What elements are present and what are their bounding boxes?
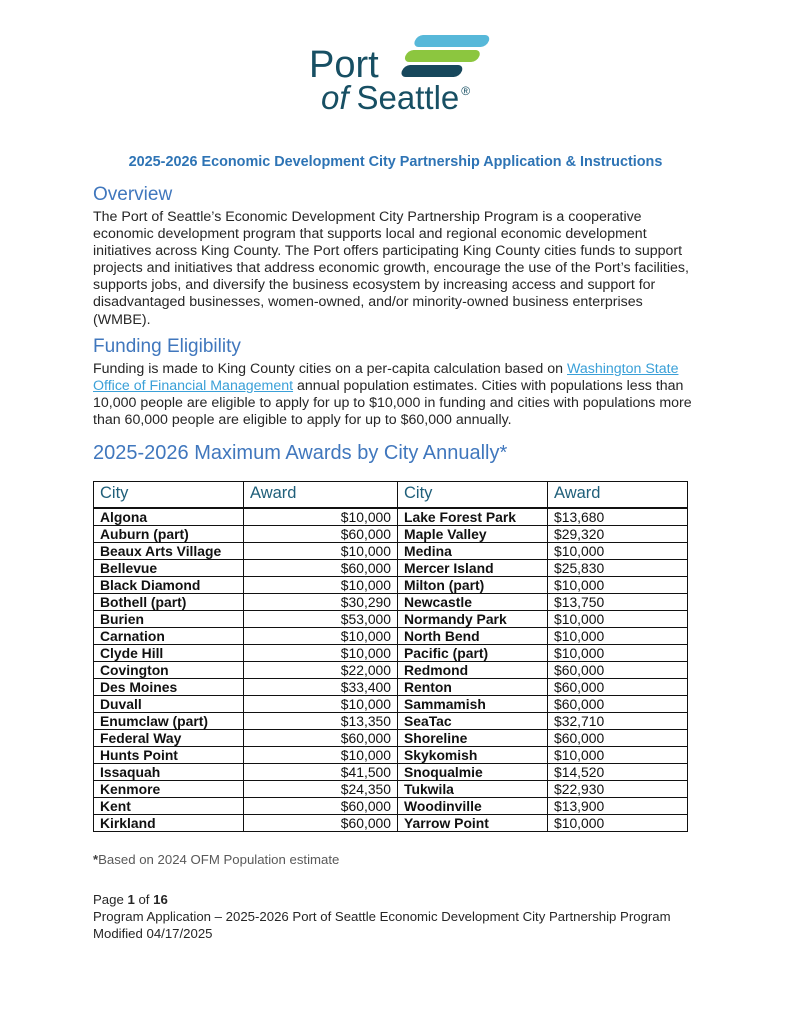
award-cell: $60,000 — [244, 559, 398, 576]
city-cell: Newcastle — [398, 593, 548, 610]
logo-word-of: of — [320, 79, 349, 113]
table-row — [94, 508, 688, 526]
footer-page-label: Page — [93, 891, 128, 907]
city-cell: Enumclaw (part) — [94, 712, 244, 729]
table-footnote — [93, 851, 698, 868]
swoosh-stripe-bottom — [399, 65, 463, 77]
award-cell: $24,350 — [244, 780, 398, 797]
table-row — [94, 712, 688, 729]
city-cell: Bellevue — [94, 559, 244, 576]
table-row — [94, 763, 688, 780]
table-row — [94, 661, 688, 678]
awards-table-body — [94, 508, 688, 832]
city-cell: Lake Forest Park — [398, 508, 548, 526]
table-row — [94, 610, 688, 627]
award-cell: $32,710 — [548, 712, 688, 729]
footer-page-number: 1 — [127, 891, 135, 907]
funding-text-before-link: Funding is made to King County cities on a per-capita calculation based on — [93, 360, 567, 377]
award-cell: $60,000 — [244, 797, 398, 814]
city-cell: Covington — [94, 661, 244, 678]
footer-page-count — [93, 891, 698, 908]
table-row — [94, 678, 688, 695]
city-cell: SeaTac — [398, 712, 548, 729]
table-row — [94, 729, 688, 746]
city-cell: Kirkland — [94, 814, 244, 831]
award-cell: $60,000 — [244, 525, 398, 542]
award-cell: $22,000 — [244, 661, 398, 678]
awards-heading: 2025-2026 Maximum Awards by City Annually* — [93, 442, 508, 465]
ofm-link[interactable]: Washington State Office of Financial Management — [93, 360, 679, 394]
footnote-asterisk: * — [93, 851, 99, 867]
table-row — [94, 627, 688, 644]
city-cell: Mercer Island — [398, 559, 548, 576]
city-cell: Medina — [398, 542, 548, 559]
footer-page-total: 16 — [153, 891, 168, 907]
award-cell: $25,830 — [548, 559, 688, 576]
award-cell: $13,900 — [548, 797, 688, 814]
city-cell: Issaquah — [94, 763, 244, 780]
city-cell: Kent — [94, 797, 244, 814]
award-cell: $41,500 — [244, 763, 398, 780]
footer-program-line: Program Application – 2025-2026 Port of Seattle Economic Development City Partnership Program — [93, 908, 671, 924]
award-cell: $60,000 — [548, 729, 688, 746]
footer-modified-line: Modified 04/17/2025 — [93, 925, 213, 941]
maximum-awards-table — [93, 481, 688, 832]
swoosh-stripe-middle — [403, 50, 481, 62]
award-cell: $10,000 — [244, 644, 398, 661]
logo-container — [0, 0, 791, 113]
award-cell: $60,000 — [548, 695, 688, 712]
swoosh-stripe-top — [412, 35, 490, 47]
award-cell: $10,000 — [244, 695, 398, 712]
city-cell: Yarrow Point — [398, 814, 548, 831]
award-cell: $10,000 — [548, 814, 688, 831]
city-cell: Bothell (part) — [94, 593, 244, 610]
page-content — [0, 153, 791, 942]
city-cell: Hunts Point — [94, 746, 244, 763]
city-cell: Auburn (part) — [94, 525, 244, 542]
award-cell: $22,930 — [548, 780, 688, 797]
table-row — [94, 780, 688, 797]
award-cell: $53,000 — [244, 610, 398, 627]
city-cell: Normandy Park — [398, 610, 548, 627]
table-row — [94, 559, 688, 576]
city-cell: Skykomish — [398, 746, 548, 763]
table-header-row — [94, 482, 688, 508]
city-cell: Kenmore — [94, 780, 244, 797]
funding-text-after-link: annual population estimates. Cities with populations less than 10,000 people are eligible to apply for up to $10,000 in funding and cities with populations more than 60,000 people are eligible to apply for up to $60,000 annually. — [93, 377, 692, 428]
award-cell: $60,000 — [548, 661, 688, 678]
award-cell: $30,290 — [244, 593, 398, 610]
document-title: 2025-2026 Economic Development City Partnership Application & Instructions — [128, 154, 663, 170]
city-cell: Duvall — [94, 695, 244, 712]
award-cell: $13,750 — [548, 593, 688, 610]
table-row — [94, 814, 688, 831]
city-cell: Black Diamond — [94, 576, 244, 593]
port-of-seattle-logo — [301, 31, 491, 113]
award-cell: $10,000 — [548, 542, 688, 559]
column-header-award-1: Award — [244, 482, 398, 508]
city-cell: Algona — [94, 508, 244, 526]
footnote-text: Based on 2024 OFM Population estimate — [98, 851, 340, 867]
table-row — [94, 644, 688, 661]
city-cell: Milton (part) — [398, 576, 548, 593]
city-cell: Renton — [398, 678, 548, 695]
funding-paragraph — [93, 361, 698, 429]
award-cell: $10,000 — [244, 746, 398, 763]
page-footer — [93, 891, 698, 942]
table-row — [94, 525, 688, 542]
award-cell: $33,400 — [244, 678, 398, 695]
award-cell: $14,520 — [548, 763, 688, 780]
award-cell: $10,000 — [244, 542, 398, 559]
logo-word-of-seattle — [321, 79, 470, 113]
awards-table-header — [94, 482, 688, 508]
table-row — [94, 695, 688, 712]
award-cell: $10,000 — [244, 508, 398, 526]
city-cell: Redmond — [398, 661, 548, 678]
award-cell: $10,000 — [548, 746, 688, 763]
city-cell: Snoqualmie — [398, 763, 548, 780]
city-cell: Carnation — [94, 627, 244, 644]
award-cell: $10,000 — [244, 576, 398, 593]
footer-of-label: of — [134, 891, 154, 907]
column-header-award-2: Award — [548, 482, 688, 508]
award-cell: $13,350 — [244, 712, 398, 729]
table-row — [94, 542, 688, 559]
funding-eligibility-heading: Funding Eligibility — [93, 335, 241, 357]
city-cell: Des Moines — [94, 678, 244, 695]
table-row — [94, 593, 688, 610]
city-cell: Pacific (part) — [398, 644, 548, 661]
city-cell: Clyde Hill — [94, 644, 244, 661]
city-cell: Federal Way — [94, 729, 244, 746]
award-cell: $29,320 — [548, 525, 688, 542]
registered-trademark-icon: ® — [460, 84, 470, 98]
award-cell: $60,000 — [244, 729, 398, 746]
city-cell: Tukwila — [398, 780, 548, 797]
city-cell: Beaux Arts Village — [94, 542, 244, 559]
award-cell: $10,000 — [548, 627, 688, 644]
city-cell: Shoreline — [398, 729, 548, 746]
overview-heading: Overview — [93, 184, 173, 205]
column-header-city-2: City — [398, 482, 548, 508]
award-cell: $13,680 — [548, 508, 688, 526]
city-cell: Woodinville — [398, 797, 548, 814]
city-cell: North Bend — [398, 627, 548, 644]
award-cell: $10,000 — [548, 576, 688, 593]
award-cell: $60,000 — [244, 814, 398, 831]
table-row — [94, 576, 688, 593]
table-row — [94, 797, 688, 814]
logo-word-port: Port — [308, 44, 379, 86]
award-cell: $10,000 — [548, 610, 688, 627]
overview-paragraph: The Port of Seattle’s Economic Development City Partnership Program is a cooperative economic development program that supports local and regional economic development initiatives across King County. The Port offers participating King County cities funds to support projects and initiatives that address economic growth, encourage the use of the Port’s facilities, supports jobs, and diversify the business ecosystem by increasing access and support for disadvantaged businesses, women-owned, and/or minority-owned business enterprises (WMBE). — [93, 209, 689, 328]
award-cell: $10,000 — [244, 627, 398, 644]
column-header-city-1: City — [94, 482, 244, 508]
logo-swoosh-icon — [397, 35, 490, 77]
city-cell: Sammamish — [398, 695, 548, 712]
award-cell: $10,000 — [548, 644, 688, 661]
city-cell: Maple Valley — [398, 525, 548, 542]
table-row — [94, 746, 688, 763]
award-cell: $60,000 — [548, 678, 688, 695]
city-cell: Burien — [94, 610, 244, 627]
logo-word-seattle: Seattle — [356, 79, 459, 113]
